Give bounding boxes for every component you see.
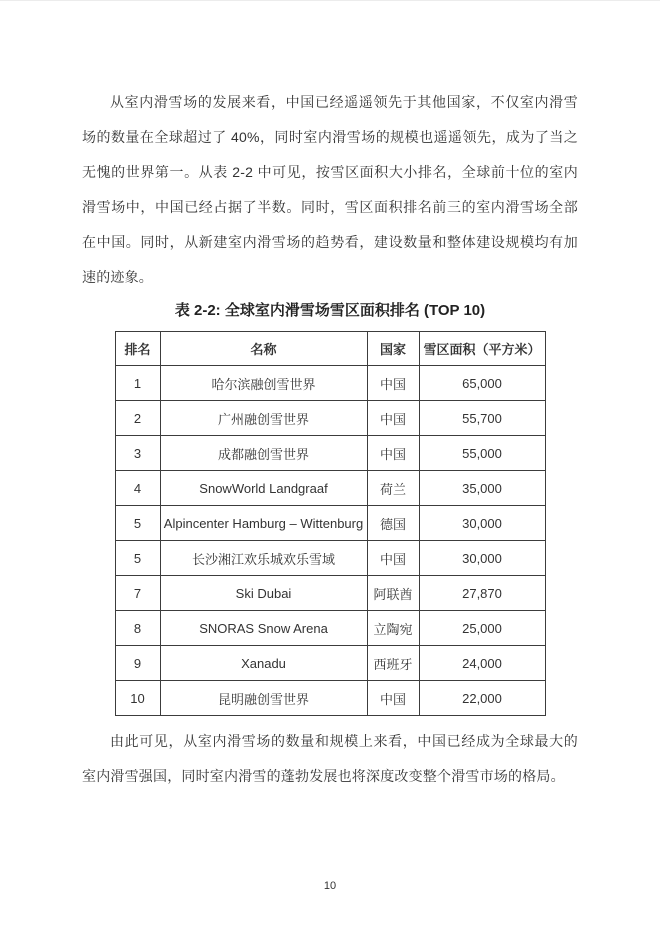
table-cell: Alpincenter Hamburg – Wittenburg <box>160 506 367 541</box>
table-cell: 成都融创雪世界 <box>160 436 367 471</box>
table-cell: 中国 <box>367 436 419 471</box>
table-cell: 哈尔滨融创雪世界 <box>160 366 367 401</box>
page-content <box>82 85 578 794</box>
table-cell: 65,000 <box>419 366 545 401</box>
table-cell: 3 <box>115 436 160 471</box>
table-header-row <box>115 332 545 366</box>
table-cell: 9 <box>115 646 160 681</box>
table-cell: Xanadu <box>160 646 367 681</box>
table-row <box>115 646 545 681</box>
table-cell: 广州融创雪世界 <box>160 401 367 436</box>
table-cell: 荷兰 <box>367 471 419 506</box>
table-cell: 10 <box>115 681 160 716</box>
table-header-cell: 国家 <box>367 332 419 366</box>
table-cell: SnowWorld Landgraaf <box>160 471 367 506</box>
table-cell: 8 <box>115 611 160 646</box>
table-cell: 5 <box>115 541 160 576</box>
table-header-cell: 名称 <box>160 332 367 366</box>
table-cell: 中国 <box>367 681 419 716</box>
table-cell: 中国 <box>367 366 419 401</box>
table-cell: 立陶宛 <box>367 611 419 646</box>
table-caption: 表 2-2: 全球室内滑雪场雪区面积排名 (TOP 10) <box>174 302 486 319</box>
table-cell: 35,000 <box>419 471 545 506</box>
table-row <box>115 366 545 401</box>
table-cell: Ski Dubai <box>160 576 367 611</box>
table-cell: 24,000 <box>419 646 545 681</box>
table-cell: 中国 <box>367 401 419 436</box>
table-cell: 阿联酋 <box>367 576 419 611</box>
table-cell: 55,700 <box>419 401 545 436</box>
paragraph-intro: 从室内滑雪场的发展来看，中国已经遥遥领先于其他国家，不仅室内滑雪场的数量在全球超过了 40%，同时室内滑雪场的规模也遥遥领先，成为了当之无愧的世界第一。从表 2-2 中可见，按雪区面积大小排名，全球前十位的室内滑雪场中，中国已经占据了半数。同时，雪区面积排名前三的室内滑雪场全部在中国。同时，从新建室内滑雪场的趋势看，建设数量和整体建设规模均有加速的迹象。 <box>82 94 578 285</box>
table-cell: 西班牙 <box>367 646 419 681</box>
table-cell: 德国 <box>367 506 419 541</box>
table-cell: 30,000 <box>419 506 545 541</box>
table-row <box>115 436 545 471</box>
table-cell: 27,870 <box>419 576 545 611</box>
table-cell: 25,000 <box>419 611 545 646</box>
table-cell: 55,000 <box>419 436 545 471</box>
table-row <box>115 541 545 576</box>
table-row <box>115 611 545 646</box>
table-row <box>115 401 545 436</box>
table-cell: 昆明融创雪世界 <box>160 681 367 716</box>
table-cell: 2 <box>115 401 160 436</box>
table-cell: 中国 <box>367 541 419 576</box>
table-row <box>115 681 545 716</box>
table-cell: 1 <box>115 366 160 401</box>
table-row <box>115 576 545 611</box>
table-cell: 4 <box>115 471 160 506</box>
table-cell: SNORAS Snow Arena <box>160 611 367 646</box>
table-header-cell: 雪区面积（平方米） <box>419 332 545 366</box>
table-cell: 22,000 <box>419 681 545 716</box>
table-row <box>115 471 545 506</box>
table-cell: 5 <box>115 506 160 541</box>
table-cell: 7 <box>115 576 160 611</box>
paragraph-conclusion: 由此可见，从室内滑雪场的数量和规模上来看，中国已经成为全球最大的室内滑雪强国，同时室内滑雪的蓬勃发展也将深度改变整个滑雪市场的格局。 <box>82 733 578 784</box>
page-number: 10 <box>323 880 337 892</box>
table-cell: 30,000 <box>419 541 545 576</box>
table-row <box>115 506 545 541</box>
table-body <box>115 366 545 716</box>
ski-resort-ranking-table <box>115 331 546 716</box>
table-cell: 长沙湘江欢乐城欢乐雪域 <box>160 541 367 576</box>
table-header-cell: 排名 <box>115 332 160 366</box>
